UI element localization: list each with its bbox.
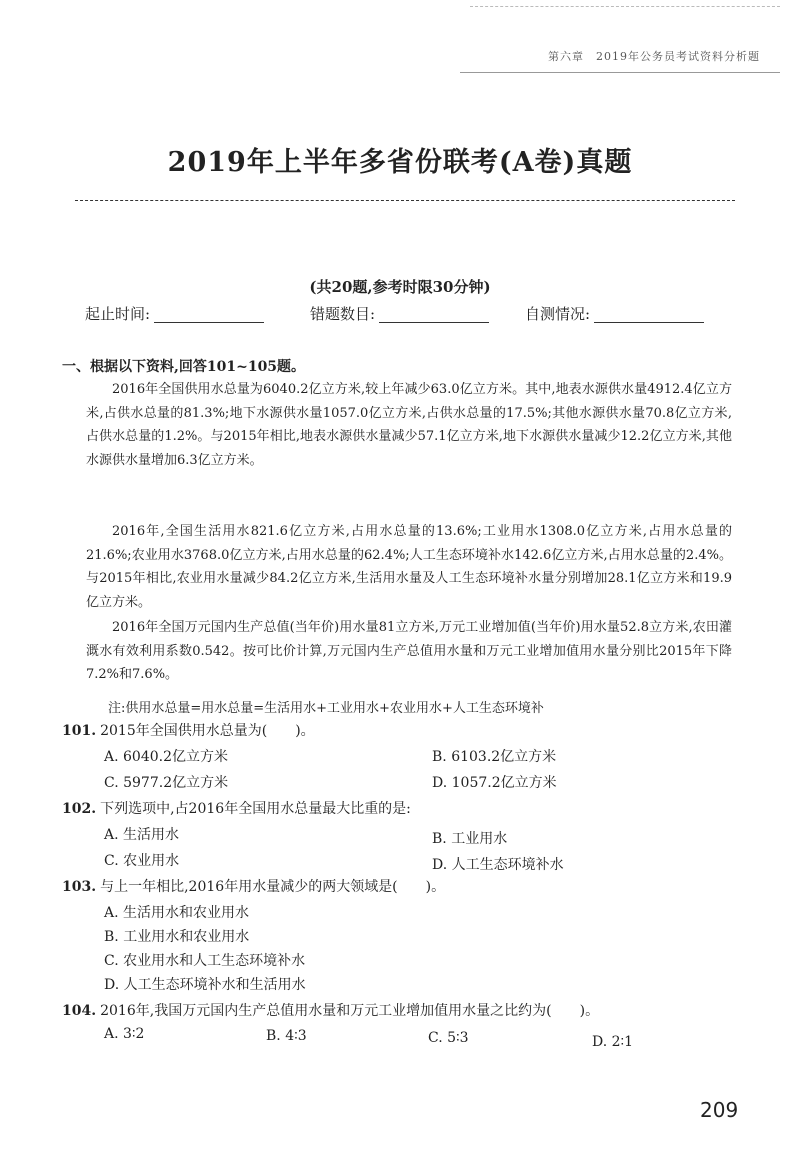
option-c[interactable]: C. 5977.2亿立方米 [104,775,229,791]
question-number: 104. [62,1003,97,1019]
self-test-fields [85,303,765,333]
start-time-field [85,303,264,324]
option-c[interactable]: C. 农业用水 [104,853,180,869]
question-104 [62,1000,599,1020]
option-a[interactable]: A. 6040.2亿立方米 [104,749,228,765]
material-note: 注:供用水总量=用水总量=生活用水+工业用水+农业用水+人工生态环境补 [108,701,544,716]
question-103 [62,876,445,896]
page-number: 209 [700,1098,739,1122]
option-d[interactable]: D. 2∶1 [592,1034,634,1050]
header-divider [460,72,780,73]
title-divider [75,200,735,201]
start-time-label: 起止时间: [85,305,151,323]
wrong-count-blank [379,308,489,323]
question-101 [62,720,315,740]
question-number: 102. [62,801,97,817]
wrong-count-field [310,303,489,324]
question-number: 103. [62,879,97,895]
start-time-blank [154,308,264,323]
wrong-count-label: 错题数目: [310,305,376,323]
option-b[interactable]: B. 工业用水和农业用水 [104,929,250,945]
option-a[interactable]: A. 生活用水和农业用水 [104,905,250,921]
option-b[interactable]: B. 工业用水 [432,831,508,847]
material-paragraph: 2016年全国万元国内生产总值(当年价)用水量81立方米,万元工业增加值(当年价)用水量52.8立方米,农田灌溉水有效利用系数0.542。按可比价计算,万元国内生产总值用水量和万元工业增加值用水量分别比2015年下降7.2%和7.6%。 [86,620,732,682]
top-rule [470,6,780,7]
self-assessment-field [525,303,704,324]
question-stem: 下列选项中,占2016年全国用水总量最大比重的是: [100,801,411,817]
question-stem: 2016年,我国万元国内生产总值用水量和万元工业增加值用水量之比约为( )。 [100,1003,600,1019]
question-stem: 2015年全国供用水总量为( )。 [100,723,315,739]
question-102 [62,798,411,818]
option-d[interactable]: D. 1057.2亿立方米 [432,775,557,791]
option-a[interactable]: A. 3∶2 [104,1026,145,1042]
running-header: 第六章 2019年公务员考试资料分析题 [548,50,760,63]
material-paragraph: 2016年,全国生活用水821.6亿立方米,占用水总量的13.6%;工业用水1308.0亿立方米,占用水总量的21.6%;农业用水3768.0亿立方米,占用水总量的62.4%;人工生态环境补水142.6亿立方米,占用水总量的2.4%。与2015年相比,农业用水量减少84.2亿立方米,生活用水量及人工生态环境补水量分别增加28.1亿立方米和19.9亿立方米。 [86,524,732,610]
question-number: 101. [62,723,97,739]
option-d[interactable]: D. 人工生态环境补水和生活用水 [104,977,306,993]
option-a[interactable]: A. 生活用水 [104,827,180,843]
self-assessment-blank [594,308,704,323]
material-paragraph: 2016年全国供用水总量为6040.2亿立方米,较上年减少63.0亿立方米。其中,地表水源供水量4912.4亿立方米,占供水总量的81.3%;地下水源供水量1057.0亿立方米,占供水总量的17.5%;其他水源供水量70.8亿立方米,占供水总量的1.2%。与2015年相比,地表水源供水量减少57.1亿立方米,地下水源供水量减少12.2亿立方米,其他水源供水量增加6.3亿立方米。 [86,382,732,468]
option-c[interactable]: C. 5∶3 [428,1030,469,1046]
section-heading: 一、根据以下资料,回答101~105题。 [62,359,306,375]
page-title: 2019年上半年多省份联考(A卷)真题 [167,147,633,178]
option-c[interactable]: C. 农业用水和人工生态环境补水 [104,953,306,969]
question-stem: 与上一年相比,2016年用水量减少的两大领域是( )。 [100,879,446,895]
option-b[interactable]: B. 6103.2亿立方米 [432,749,557,765]
option-d[interactable]: D. 人工生态环境补水 [432,857,564,873]
subtitle: (共20题,参考时限30分钟) [309,278,491,296]
option-b[interactable]: B. 4∶3 [266,1028,307,1044]
self-assessment-label: 自测情况: [525,305,591,323]
